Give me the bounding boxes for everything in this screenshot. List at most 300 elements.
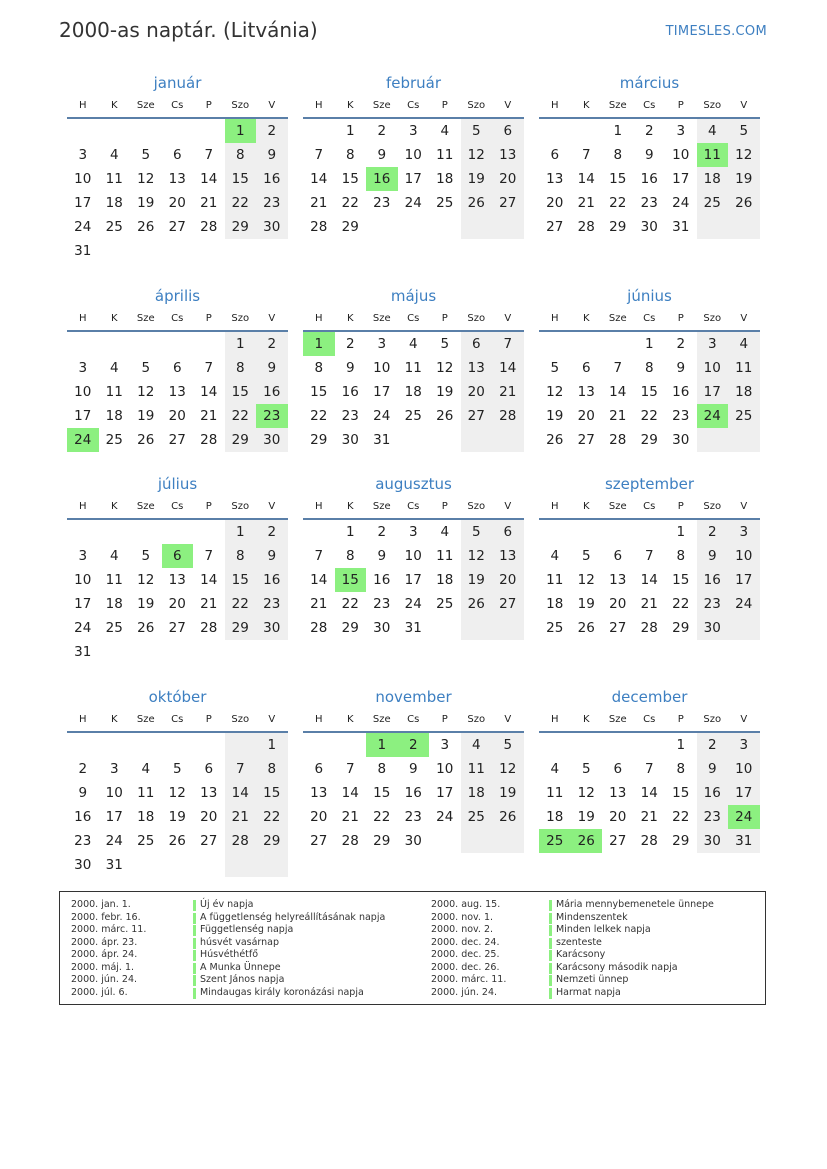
- weekday-label: V: [740, 313, 748, 324]
- day-cell: 6: [172, 147, 182, 163]
- day-cell: 5: [141, 360, 151, 376]
- day-cell: 30: [640, 219, 658, 235]
- empty-day: [303, 520, 335, 544]
- week-row: [67, 616, 288, 640]
- weekday-label: H: [314, 313, 323, 324]
- day-cell: 13: [310, 785, 328, 801]
- day-cell: 29: [310, 432, 328, 448]
- empty-day: [634, 520, 666, 544]
- week-row: [67, 215, 288, 239]
- week-row: [539, 544, 760, 568]
- empty-day: [461, 428, 493, 452]
- month-name: április: [154, 287, 201, 305]
- day-cell: 23: [404, 809, 422, 825]
- day-cell: 9: [256, 356, 288, 380]
- empty-day: [697, 215, 729, 239]
- day-cell: 9: [377, 548, 387, 564]
- day-cell: 15: [672, 572, 690, 588]
- day-cell: 28: [200, 432, 218, 448]
- week-row: [67, 829, 288, 853]
- day-cell: 5: [461, 119, 493, 143]
- weekday-header: [303, 495, 524, 520]
- month-október: [67, 686, 288, 877]
- day-cell: 1: [345, 524, 355, 540]
- day-cell: 10: [373, 360, 391, 376]
- day-cell: 21: [200, 596, 218, 612]
- day-cell: 8: [345, 548, 355, 564]
- day-cell: 3: [676, 123, 686, 139]
- day-cell: 21: [200, 408, 218, 424]
- week-row: [67, 757, 288, 781]
- day-cell: 15: [310, 384, 328, 400]
- day-cell: 8: [613, 147, 623, 163]
- weekday-header: [303, 307, 524, 332]
- day-cell: 2: [398, 733, 430, 757]
- week-row: [539, 380, 760, 404]
- week-row: [539, 829, 760, 853]
- month-április: [67, 285, 288, 452]
- weekday-label: Cs: [171, 100, 184, 111]
- day-cell: 14: [492, 356, 524, 380]
- month-január: [67, 72, 288, 263]
- day-cell: 27: [546, 219, 564, 235]
- empty-day: [99, 119, 131, 143]
- week-row: [67, 404, 288, 428]
- day-cell: 11: [546, 572, 564, 588]
- week-row: [539, 781, 760, 805]
- day-cell: 14: [609, 384, 627, 400]
- day-cell: 11: [436, 147, 454, 163]
- day-cell: 20: [546, 195, 564, 211]
- legend-holiday-name: húsvét vasárnap: [193, 937, 385, 950]
- empty-day: [728, 428, 760, 452]
- day-cell: 15: [640, 384, 658, 400]
- day-cell: 16: [341, 384, 359, 400]
- day-cell: 9: [676, 360, 686, 376]
- day-cell: 2: [697, 520, 729, 544]
- weekday-label: Cs: [643, 714, 656, 725]
- week-row: [539, 428, 760, 452]
- day-cell: 1: [303, 332, 335, 356]
- day-cell: 19: [137, 195, 155, 211]
- day-cell: 17: [404, 572, 422, 588]
- day-cell: 22: [373, 809, 391, 825]
- empty-day: [256, 853, 288, 877]
- week-row: [303, 568, 524, 592]
- weekday-label: Szo: [703, 313, 722, 324]
- day-cell: 22: [672, 809, 690, 825]
- empty-day: [225, 640, 257, 664]
- weekday-label: Sze: [372, 714, 391, 725]
- empty-day: [602, 520, 634, 544]
- month-name: július: [157, 475, 198, 493]
- day-cell: 1: [256, 733, 288, 757]
- day-cell: 20: [492, 568, 524, 592]
- day-cell: 23: [341, 408, 359, 424]
- day-cell: 21: [341, 809, 359, 825]
- legend-names: [549, 899, 714, 999]
- day-cell: 22: [609, 195, 627, 211]
- day-cell: 28: [640, 620, 658, 636]
- day-cell: 28: [310, 620, 328, 636]
- day-cell: 22: [640, 408, 658, 424]
- empty-day: [162, 520, 194, 544]
- empty-day: [461, 616, 493, 640]
- week-row: [67, 167, 288, 191]
- weekday-label: H: [314, 100, 323, 111]
- day-cell: 30: [256, 428, 288, 452]
- week-row: [67, 191, 288, 215]
- day-cell: 24: [404, 195, 422, 211]
- day-cell: 6: [204, 761, 214, 777]
- day-cell: 19: [492, 781, 524, 805]
- week-row: [539, 356, 760, 380]
- week-row: [539, 143, 760, 167]
- weekday-label: Sze: [372, 100, 391, 111]
- day-cell: 11: [105, 384, 123, 400]
- day-cell: 26: [577, 620, 595, 636]
- day-cell: 14: [577, 171, 595, 187]
- weekday-header: [539, 495, 760, 520]
- day-cell: 10: [74, 572, 92, 588]
- day-cell: 24: [373, 408, 391, 424]
- day-cell: 13: [577, 384, 595, 400]
- empty-day: [193, 853, 225, 877]
- day-cell: 7: [204, 548, 214, 564]
- day-cell: 18: [461, 781, 493, 805]
- day-cell: 30: [74, 857, 92, 873]
- day-cell: 13: [609, 785, 627, 801]
- month-name: szeptember: [604, 475, 695, 493]
- month-name: január: [153, 74, 202, 92]
- week-row: [539, 404, 760, 428]
- day-cell: 24: [728, 805, 760, 829]
- day-cell: 31: [74, 243, 92, 259]
- day-cell: 21: [640, 809, 658, 825]
- week-row: [303, 829, 524, 853]
- week-row: [67, 239, 288, 263]
- empty-day: [225, 733, 257, 757]
- day-cell: 15: [341, 171, 359, 187]
- day-cell: 8: [644, 360, 654, 376]
- weekday-header: [67, 307, 288, 332]
- day-cell: 6: [162, 544, 194, 568]
- weekday-label: K: [110, 313, 118, 324]
- weekday-label: Cs: [407, 313, 420, 324]
- day-cell: 28: [609, 432, 627, 448]
- week-row: [303, 781, 524, 805]
- weekday-label: H: [78, 714, 87, 725]
- day-cell: 26: [571, 829, 603, 853]
- day-cell: 29: [256, 829, 288, 853]
- day-cell: 7: [204, 147, 214, 163]
- day-cell: 21: [577, 195, 595, 211]
- day-cell: 8: [225, 356, 257, 380]
- weekday-label: P: [677, 501, 684, 512]
- day-cell: 25: [539, 829, 571, 853]
- day-cell: 25: [404, 408, 422, 424]
- weekday-label: P: [205, 501, 212, 512]
- legend-holiday-name: Nemzeti ünnep: [549, 974, 714, 987]
- week-row: [303, 356, 524, 380]
- day-cell: 8: [345, 147, 355, 163]
- day-cell: 14: [640, 785, 658, 801]
- legend-date: 2000. ápr. 23.: [71, 936, 138, 948]
- day-cell: 31: [74, 644, 92, 660]
- day-cell: 23: [256, 592, 288, 616]
- week-row: [67, 332, 288, 356]
- day-cell: 14: [310, 171, 328, 187]
- week-row: [539, 757, 760, 781]
- empty-day: [602, 733, 634, 757]
- empty-day: [461, 215, 493, 239]
- legend-date: 2000. jún. 24.: [71, 974, 138, 985]
- day-cell: 29: [609, 219, 627, 235]
- week-row: [303, 520, 524, 544]
- brand-link[interactable]: TIMESLES.COM: [665, 24, 767, 39]
- day-cell: 24: [697, 404, 729, 428]
- day-cell: 10: [105, 785, 123, 801]
- day-cell: 18: [105, 408, 123, 424]
- week-row: [67, 143, 288, 167]
- day-cell: 31: [728, 829, 760, 853]
- day-cell: 27: [200, 833, 218, 849]
- day-cell: 7: [314, 548, 324, 564]
- weekday-label: Szo: [703, 100, 722, 111]
- day-cell: 31: [105, 857, 123, 873]
- week-row: [67, 119, 288, 143]
- week-row: [539, 568, 760, 592]
- day-cell: 27: [168, 620, 186, 636]
- day-cell: 7: [492, 332, 524, 356]
- day-cell: 12: [137, 572, 155, 588]
- day-cell: 19: [168, 809, 186, 825]
- day-cell: 3: [408, 123, 418, 139]
- empty-day: [162, 640, 194, 664]
- empty-day: [67, 733, 99, 757]
- weekday-label: V: [740, 501, 748, 512]
- empty-day: [429, 829, 461, 853]
- month-name: február: [385, 74, 442, 92]
- empty-day: [539, 119, 571, 143]
- day-cell: 4: [697, 119, 729, 143]
- week-row: [539, 215, 760, 239]
- day-cell: 6: [613, 548, 623, 564]
- day-cell: 25: [461, 805, 493, 829]
- day-cell: 27: [609, 833, 627, 849]
- day-cell: 7: [225, 757, 257, 781]
- day-cell: 4: [109, 360, 119, 376]
- day-cell: 20: [168, 408, 186, 424]
- day-cell: 10: [74, 384, 92, 400]
- empty-day: [162, 239, 194, 263]
- day-cell: 12: [461, 143, 493, 167]
- weekday-label: Szo: [467, 501, 486, 512]
- day-cell: 17: [728, 781, 760, 805]
- day-cell: 1: [644, 336, 654, 352]
- day-cell: 26: [546, 432, 564, 448]
- week-row: [539, 805, 760, 829]
- day-cell: 8: [225, 544, 257, 568]
- weekday-label: Sze: [136, 100, 155, 111]
- weekday-label: Cs: [171, 714, 184, 725]
- weekday-label: Sze: [136, 714, 155, 725]
- day-cell: 14: [200, 171, 218, 187]
- day-cell: 6: [461, 332, 493, 356]
- weekday-label: V: [268, 313, 276, 324]
- day-cell: 27: [577, 432, 595, 448]
- day-cell: 16: [697, 781, 729, 805]
- day-cell: 4: [550, 761, 560, 777]
- legend-holiday-name: szenteste: [549, 937, 714, 950]
- empty-day: [130, 733, 162, 757]
- weekday-label: P: [677, 714, 684, 725]
- month-november: [303, 686, 524, 853]
- day-cell: 18: [404, 384, 422, 400]
- day-cell: 24: [436, 809, 454, 825]
- day-cell: 23: [697, 805, 729, 829]
- day-cell: 30: [373, 620, 391, 636]
- day-cell: 21: [225, 805, 257, 829]
- day-cell: 16: [404, 785, 422, 801]
- week-row: [67, 805, 288, 829]
- day-cell: 3: [78, 360, 88, 376]
- day-cell: 23: [373, 195, 391, 211]
- week-row: [303, 119, 524, 143]
- week-row: [303, 616, 524, 640]
- weekday-label: V: [740, 100, 748, 111]
- day-cell: 4: [109, 147, 119, 163]
- day-cell: 11: [728, 356, 760, 380]
- weekday-label: K: [582, 501, 590, 512]
- month-június: [539, 285, 760, 452]
- weekday-label: V: [740, 714, 748, 725]
- day-cell: 1: [345, 123, 355, 139]
- day-cell: 27: [492, 191, 524, 215]
- day-cell: 29: [341, 620, 359, 636]
- empty-day: [193, 640, 225, 664]
- day-cell: 25: [105, 432, 123, 448]
- day-cell: 9: [78, 785, 88, 801]
- day-cell: 5: [141, 147, 151, 163]
- day-cell: 22: [310, 408, 328, 424]
- day-cell: 23: [697, 592, 729, 616]
- weekday-label: Sze: [608, 313, 627, 324]
- day-cell: 9: [408, 761, 418, 777]
- day-cell: 14: [200, 572, 218, 588]
- day-cell: 2: [78, 761, 88, 777]
- day-cell: 3: [728, 520, 760, 544]
- day-cell: 11: [137, 785, 155, 801]
- day-cell: 7: [644, 761, 654, 777]
- day-cell: 17: [436, 785, 454, 801]
- day-cell: 7: [613, 360, 623, 376]
- day-cell: 21: [640, 596, 658, 612]
- day-cell: 28: [200, 620, 218, 636]
- day-cell: 24: [67, 428, 99, 452]
- day-cell: 27: [609, 620, 627, 636]
- day-cell: 1: [613, 123, 623, 139]
- day-cell: 4: [550, 548, 560, 564]
- holiday-legend: [59, 891, 766, 1005]
- day-cell: 18: [137, 809, 155, 825]
- week-row: [67, 733, 288, 757]
- day-cell: 28: [640, 833, 658, 849]
- weekday-label: Szo: [703, 714, 722, 725]
- day-cell: 12: [577, 572, 595, 588]
- day-cell: 22: [672, 596, 690, 612]
- legend-names: [193, 899, 385, 999]
- day-cell: 25: [436, 195, 454, 211]
- weekday-label: P: [677, 100, 684, 111]
- empty-day: [130, 640, 162, 664]
- day-cell: 10: [728, 757, 760, 781]
- day-cell: 7: [581, 147, 591, 163]
- week-row: [539, 191, 760, 215]
- day-cell: 12: [436, 360, 454, 376]
- weekday-label: Sze: [372, 313, 391, 324]
- empty-day: [602, 332, 634, 356]
- day-cell: 16: [256, 167, 288, 191]
- empty-day: [539, 733, 571, 757]
- day-cell: 9: [697, 544, 729, 568]
- empty-day: [303, 119, 335, 143]
- weekday-label: H: [550, 100, 559, 111]
- day-cell: 8: [377, 761, 387, 777]
- day-cell: 12: [461, 544, 493, 568]
- day-cell: 24: [74, 219, 92, 235]
- day-cell: 11: [404, 360, 422, 376]
- weekday-label: K: [110, 501, 118, 512]
- day-cell: 9: [256, 143, 288, 167]
- day-cell: 20: [609, 809, 627, 825]
- day-cell: 14: [225, 781, 257, 805]
- legend-holiday-name: Harmat napja: [549, 987, 714, 1000]
- month-name: március: [619, 74, 680, 92]
- day-cell: 22: [341, 596, 359, 612]
- weekday-header: [303, 94, 524, 119]
- day-cell: 8: [256, 757, 288, 781]
- empty-day: [492, 616, 524, 640]
- day-cell: 16: [697, 568, 729, 592]
- weekday-label: K: [582, 100, 590, 111]
- day-cell: 5: [728, 119, 760, 143]
- day-cell: 19: [461, 167, 493, 191]
- weekday-label: P: [441, 313, 448, 324]
- week-row: [67, 380, 288, 404]
- week-row: [67, 520, 288, 544]
- day-cell: 1: [225, 119, 257, 143]
- day-cell: 15: [609, 171, 627, 187]
- day-cell: 22: [256, 805, 288, 829]
- weekday-label: P: [205, 100, 212, 111]
- week-row: [303, 544, 524, 568]
- weekday-header: [539, 307, 760, 332]
- day-cell: 24: [728, 592, 760, 616]
- weekday-label: Sze: [608, 714, 627, 725]
- day-cell: 20: [577, 408, 595, 424]
- empty-day: [429, 428, 461, 452]
- day-cell: 20: [492, 167, 524, 191]
- day-cell: 12: [546, 384, 564, 400]
- legend-holiday-name: Minden lelkek napja: [549, 924, 714, 937]
- day-cell: 31: [373, 432, 391, 448]
- page-title: 2000-as naptár. (Litvánia): [59, 18, 318, 42]
- day-cell: 24: [105, 833, 123, 849]
- day-cell: 19: [461, 568, 493, 592]
- day-cell: 23: [74, 833, 92, 849]
- weekday-label: P: [677, 313, 684, 324]
